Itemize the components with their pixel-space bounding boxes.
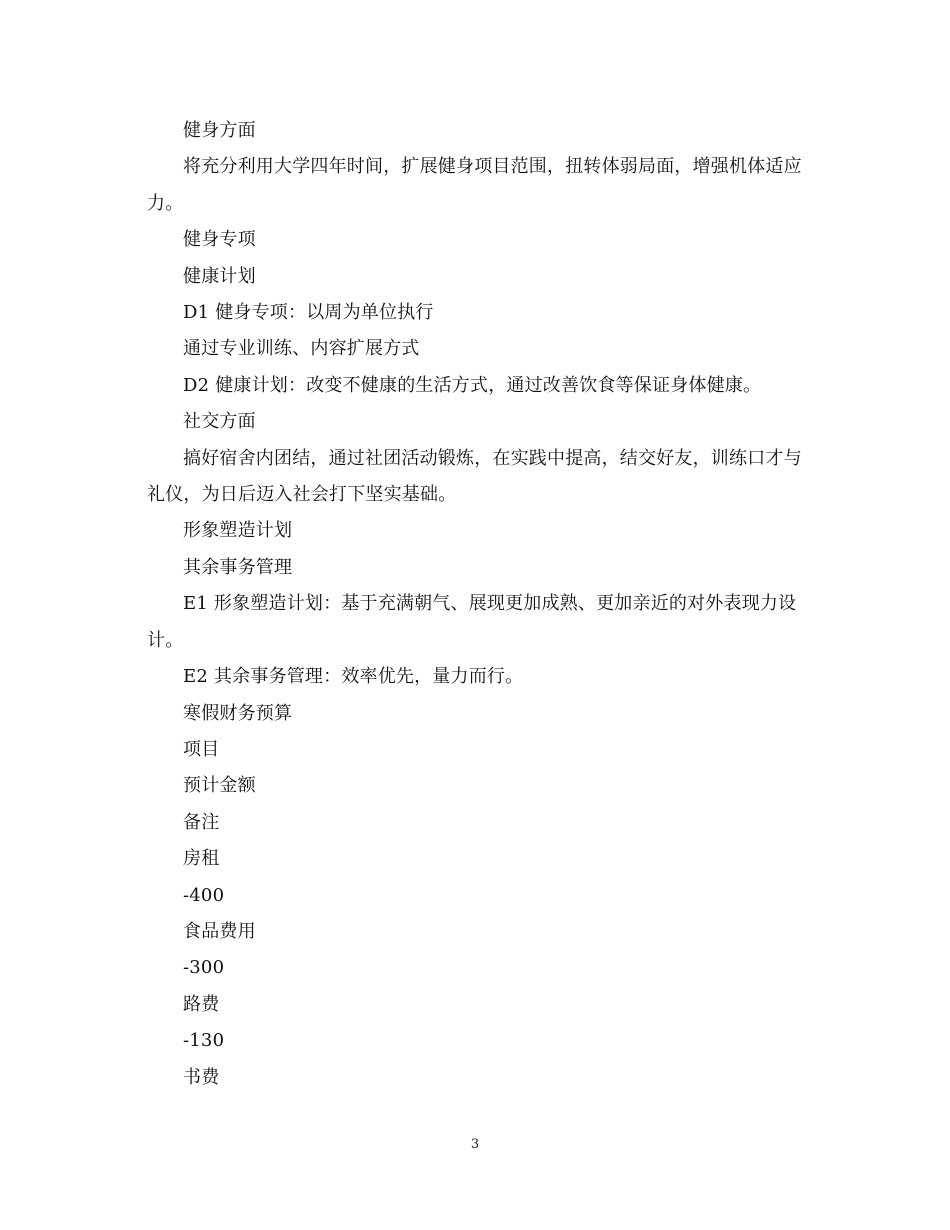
paragraph-d2: D2 健康计划：改变不健康的生活方式，通过改善饮食等保证身体健康。: [183, 374, 762, 396]
page-number: 3: [470, 1137, 480, 1152]
item-fitness-special: 健身专项: [183, 229, 256, 251]
heading-budget: 寒假财务预算: [183, 702, 293, 724]
item-health-plan: 健康计划: [183, 265, 256, 287]
item-other-affairs: 其余事务管理: [183, 556, 293, 578]
budget-amount-rent: -400: [183, 884, 225, 906]
paragraph-e1: E1 形象塑造计划：基于充满朝气、展现更加成熟、更加亲近的对外表现力设计。: [147, 593, 797, 651]
budget-item-travel: 路费: [183, 993, 220, 1015]
budget-item-rent: 房租: [183, 848, 220, 870]
budget-header-note: 备注: [183, 811, 220, 833]
budget-item-books: 书费: [183, 1066, 220, 1088]
paragraph-fitness-goal: 将充分利用大学四年时间，扩展健身项目范围，扭转体弱局面，增强机体适应力。: [147, 156, 802, 214]
paragraph-e2: E2 其余事务管理：效率优先，量力而行。: [183, 666, 524, 688]
budget-amount-travel: -130: [183, 1030, 225, 1052]
heading-social: 社交方面: [183, 411, 256, 433]
budget-header-item: 项目: [183, 738, 220, 760]
heading-fitness: 健身方面: [183, 120, 256, 141]
document-body: [147, 113, 807, 1096]
budget-header-amount: 预计金额: [183, 775, 256, 797]
budget-amount-food: -300: [183, 957, 225, 979]
item-image-plan: 形象塑造计划: [183, 520, 293, 542]
paragraph-d1: D1 健身专项：以周为单位执行: [183, 302, 434, 324]
paragraph-social-goal: 搞好宿舍内团结，通过社团活动锻炼，在实践中提高，结交好友，训练口才与礼仪，为日后迈入社会打下坚实基础。: [147, 447, 802, 506]
paragraph-training: 通过专业训练、内容扩展方式: [183, 338, 420, 360]
budget-item-food: 食品费用: [183, 920, 256, 942]
